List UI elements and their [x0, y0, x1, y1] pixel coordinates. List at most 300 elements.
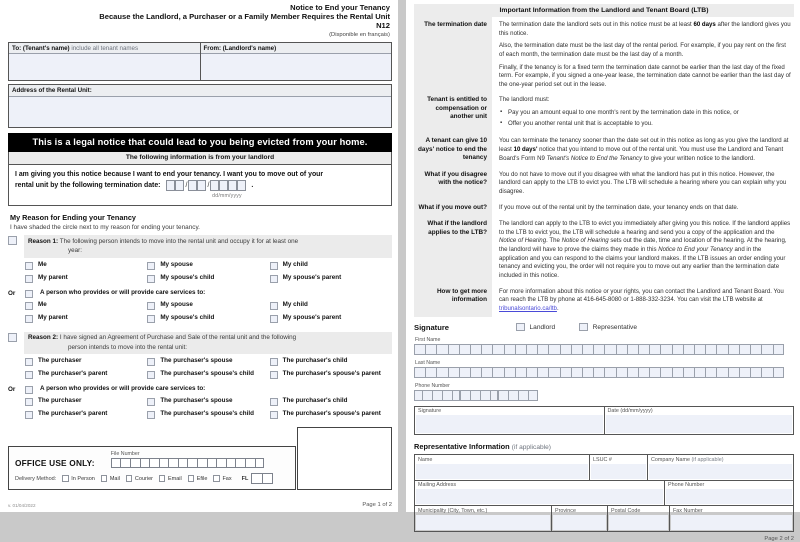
checkbox-r2-the-purchaser[interactable]	[25, 358, 33, 366]
checkbox-email[interactable]	[159, 475, 166, 482]
name-cell[interactable]	[481, 344, 492, 355]
compensation-bullet: ▪ Offer you another rental unit that is acceptable to you.	[508, 120, 792, 129]
tenant-name-cell	[9, 43, 201, 81]
label-r2-the-purchaser: The purchaser	[38, 357, 82, 365]
option-r2c-purchasers-spouses-parent[interactable]	[270, 410, 392, 419]
phone-cell[interactable]	[422, 390, 432, 401]
reason-1-care-label: A person who provides or will provide care services to:	[40, 288, 206, 296]
phone-area-digits[interactable]	[422, 390, 460, 401]
name-cell[interactable]	[560, 367, 571, 378]
rep-fax-input[interactable]	[671, 515, 792, 530]
checkbox-r2-purchasers-spouses-parent[interactable]	[270, 371, 278, 379]
name-cell[interactable]	[627, 344, 638, 355]
checkbox-r2-purchasers-parent[interactable]	[25, 371, 33, 379]
name-cell[interactable]	[728, 367, 739, 378]
reason-2-options-row-2	[25, 370, 392, 379]
checkbox-r1c-me[interactable]	[25, 302, 33, 310]
option-r1-my-spouses-parent[interactable]	[270, 274, 392, 283]
file-number-cell[interactable]	[187, 458, 197, 468]
name-cell[interactable]	[448, 344, 459, 355]
rep-name-caption: Name	[418, 456, 433, 463]
landlord-name-input[interactable]	[201, 54, 392, 80]
checkbox-efile[interactable]	[188, 475, 195, 482]
name-cell[interactable]	[436, 367, 447, 378]
name-cell[interactable]	[526, 344, 537, 355]
date-slash-2: /	[207, 182, 210, 190]
rep-province-cell	[552, 506, 608, 531]
checkbox-r1-my-child[interactable]	[270, 262, 278, 270]
label-r1-my-spouses-parent: My spouse's parent	[282, 273, 342, 281]
date-day-2[interactable]	[175, 180, 184, 191]
reason-1-care-checkbox[interactable]	[25, 290, 33, 298]
move-out-para: If you move out of the rental unit by the termination date, your tenancy ends on that date.	[499, 203, 739, 211]
name-cell[interactable]	[604, 367, 615, 378]
tenant-name-label: To: (Tenant's name) include all tenant names	[9, 43, 200, 55]
info-row-landlord-applies	[414, 216, 794, 283]
name-cell[interactable]	[660, 367, 671, 378]
phone-cell[interactable]	[518, 390, 528, 401]
label-r2c-purchasers-spouse: The purchaser's spouse	[160, 397, 233, 405]
name-cell[interactable]	[481, 367, 492, 378]
checkbox-r1c-my-spouse[interactable]	[147, 302, 155, 310]
name-cell[interactable]	[638, 344, 649, 355]
name-cell[interactable]	[750, 344, 761, 355]
option-r1-my-parent[interactable]	[25, 274, 147, 283]
phone-cell[interactable]	[432, 390, 442, 401]
file-number-cell[interactable]	[245, 458, 255, 468]
rep-province-input[interactable]	[553, 515, 606, 530]
option-r2c-purchasers-spouse[interactable]	[147, 397, 269, 406]
date-month-1[interactable]	[188, 180, 197, 191]
name-cell[interactable]	[683, 367, 694, 378]
signature-heading: Signature	[414, 322, 450, 332]
name-cell[interactable]	[492, 367, 503, 378]
label-r1c-my-child: My child	[282, 301, 308, 309]
option-r1c-my-parent[interactable]	[25, 314, 147, 323]
rental-address-input[interactable]	[9, 97, 391, 127]
reason-1-or-word: Or	[8, 289, 16, 297]
name-cell[interactable]	[414, 367, 425, 378]
termination-date-entry[interactable]	[166, 180, 246, 192]
reason-2-banner	[24, 332, 392, 354]
file-number-cell[interactable]	[235, 458, 245, 468]
label-r2c-purchasers-parent: The purchaser's parent	[38, 409, 108, 417]
checkbox-in-person[interactable]	[62, 475, 69, 482]
checkbox-courier[interactable]	[126, 475, 133, 482]
info-row-move-out	[414, 200, 794, 216]
name-cell[interactable]	[414, 344, 425, 355]
compensation-bullet: ▪ Pay you an amount equal to one month's rent by the termination date in this notice, or	[508, 109, 792, 118]
option-r2-purchasers-spouses-child[interactable]	[147, 370, 269, 379]
reason-2-care-options-row-1	[25, 397, 392, 406]
reason-2-care-label: A person who provides or will provide care services to:	[40, 384, 206, 392]
ltb-phone-local: 416-645-8080	[583, 296, 622, 304]
name-cell[interactable]	[739, 367, 750, 378]
name-cell[interactable]	[593, 344, 604, 355]
delivery-option-mail[interactable]	[101, 475, 120, 482]
reason-1-tag: Reason 1:	[28, 237, 59, 245]
file-number-cell[interactable]	[140, 458, 150, 468]
fl-cell[interactable]	[262, 473, 273, 484]
name-cell[interactable]	[459, 344, 470, 355]
rep-municipality-input[interactable]	[416, 515, 550, 530]
name-cell[interactable]	[705, 367, 716, 378]
checkbox-representative[interactable]	[579, 323, 588, 332]
checkbox-r2c-the-purchaser[interactable]	[25, 398, 33, 406]
file-number-cell[interactable]	[216, 458, 226, 468]
option-r1c-my-spouses-parent[interactable]	[270, 314, 392, 323]
name-cell[interactable]	[627, 367, 638, 378]
option-r2-purchasers-spouse[interactable]	[147, 357, 269, 366]
rep-lsuc-cell	[590, 455, 648, 480]
file-number-cell[interactable]	[120, 458, 130, 468]
option-r1c-my-child[interactable]	[270, 301, 392, 310]
option-r2-purchasers-spouses-parent[interactable]	[270, 370, 392, 379]
option-r2-purchasers-child[interactable]	[270, 357, 392, 366]
name-cell[interactable]	[560, 344, 571, 355]
termination-date-para-2: Also, the termination date must be the last day of the rental period. For example, if you pay rent on the first of each month, the termination date must be the last day of a month.	[499, 42, 786, 58]
ten-days-para: You can terminate the tenancy sooner than the date set out in this notice as long as you give the landlord at least 10 days' notice that you intend to move out of the rental unit. You must use the Landlord and Tenant Board's Form N9 Tenant's Notice to End the Tenancy to give your written notice to the landlord.	[499, 137, 789, 162]
option-r2c-purchasers-spouses-child[interactable]	[147, 410, 269, 419]
reason-1-banner	[24, 235, 392, 257]
checkbox-r2c-purchasers-child[interactable]	[270, 398, 278, 406]
reason-2-header	[8, 332, 392, 354]
name-cell[interactable]	[548, 367, 559, 378]
checkbox-fax[interactable]	[213, 475, 220, 482]
landlord-applies-para: The landlord can apply to the LTB to evict you immediately after giving you this notice. If the landlord applies to the LTB to evict you, the LTB will schedule a hearing and send you a copy of the application and the Notice of Hearing. The Notice of Hearing sets out the date, time and location of the hearing. At the hearing, the landlord will have to prove the claims they made in this Notice to End your Tenancy and in the application and you can respond to the claims your landlord makes. If the LTB issues an order ending your tenancy and evicting you, the order will not require you to move out any earlier than the termination date included in this notice.	[499, 220, 791, 279]
signature-option-landlord[interactable]	[516, 323, 555, 332]
name-cell[interactable]	[571, 344, 582, 355]
info-row-compensation	[414, 92, 794, 133]
delivery-option-email[interactable]	[159, 475, 182, 482]
reason-2-care-checkbox[interactable]	[25, 386, 33, 394]
name-cell[interactable]	[705, 344, 716, 355]
file-number-cell[interactable]	[226, 458, 236, 468]
info-label-termination-date: The termination date	[414, 17, 492, 92]
info-label-ten-days-notice: A tenant can give 10 days' notice to end the tenancy	[414, 133, 492, 166]
date-year-4[interactable]	[237, 180, 246, 191]
option-r1-my-spouse[interactable]	[147, 261, 269, 270]
ltb-phone-toll-free: 1-888-332-3234	[630, 296, 674, 304]
option-r1c-me[interactable]	[25, 301, 147, 310]
name-cell[interactable]	[448, 367, 459, 378]
name-cell[interactable]	[582, 344, 593, 355]
info-text-landlord-applies	[492, 216, 794, 283]
reason-2-checkbox[interactable]	[8, 333, 17, 342]
info-text-more-information	[492, 284, 794, 317]
landlord-info-subheader: The following information is from your landlord	[8, 152, 392, 165]
label-r1-my-child: My child	[282, 261, 308, 269]
label-representative: Representative	[592, 323, 638, 331]
name-cell[interactable]	[649, 367, 660, 378]
label-efile: Efile	[196, 475, 208, 482]
label-mail: Mail	[109, 475, 120, 482]
rep-company-caption-note: (if applicable)	[691, 456, 724, 463]
delivery-method-label: Delivery Method:	[15, 475, 57, 482]
rep-company-input[interactable]	[649, 464, 792, 479]
option-r1c-my-spouse[interactable]	[147, 301, 269, 310]
phone-prefix-digits[interactable]	[460, 390, 498, 401]
compensation-intro: The landlord must:	[499, 96, 550, 104]
option-r2c-the-purchaser[interactable]	[25, 397, 147, 406]
delivery-option-efile[interactable]	[188, 475, 208, 482]
option-r1-my-spouses-child[interactable]	[147, 274, 269, 283]
label-r1-me: Me	[38, 261, 47, 269]
name-cell[interactable]	[660, 344, 671, 355]
option-r1c-my-spouses-child[interactable]	[147, 314, 269, 323]
file-number-cell[interactable]	[168, 458, 178, 468]
label-in-person: In Person	[71, 475, 95, 482]
phone-number-input[interactable]	[414, 390, 794, 401]
rep-mailing-address-cell	[415, 481, 665, 506]
reason-2-text: I have signed an Agreement of Purchase and Sale of the rental unit and the following	[59, 334, 297, 342]
label-r1c-my-spouses-parent: My spouse's parent	[282, 313, 342, 321]
phone-line-digits[interactable]	[498, 390, 538, 401]
checkbox-r1c-my-parent[interactable]	[25, 315, 33, 323]
name-cell[interactable]	[750, 367, 761, 378]
label-r2c-purchasers-spouses-parent: The purchaser's spouse's parent	[282, 409, 381, 417]
signature-date-box	[414, 406, 794, 436]
name-cell[interactable]	[716, 344, 727, 355]
name-cell[interactable]	[761, 344, 772, 355]
rental-address-label: Address of the Rental Unit:	[9, 85, 391, 97]
option-r2-the-purchaser[interactable]	[25, 357, 147, 366]
checkbox-r2c-purchasers-spouses-parent[interactable]	[270, 411, 278, 419]
option-r2c-purchasers-child[interactable]	[270, 397, 392, 406]
fl-cell[interactable]	[251, 473, 262, 484]
date-field-cell	[605, 407, 794, 435]
checkbox-r2c-purchasers-spouse[interactable]	[147, 398, 155, 406]
rep-company-caption-text: Company Name	[651, 456, 690, 463]
label-r2-purchasers-spouses-child: The purchaser's spouse's child	[160, 369, 254, 377]
checkbox-r1c-my-spouses-parent[interactable]	[270, 315, 278, 323]
name-cell[interactable]	[470, 344, 481, 355]
name-cell[interactable]	[504, 344, 515, 355]
phone-cell[interactable]	[528, 390, 538, 401]
representative-row-3	[415, 506, 793, 531]
rep-fax-cell	[670, 506, 793, 531]
label-r2c-purchasers-child: The purchaser's child	[282, 397, 348, 405]
file-number-cell[interactable]	[159, 458, 169, 468]
name-cell[interactable]	[492, 344, 503, 355]
signature-header-row	[414, 323, 794, 332]
label-fax: Fax	[222, 475, 232, 482]
reason-1-text: The following person intends to move into the rental unit and occupy it for at least one	[59, 237, 299, 245]
option-r2-purchasers-parent[interactable]	[25, 370, 147, 379]
checkbox-r1c-my-spouses-child[interactable]	[147, 315, 155, 323]
termination-statement-line2: rental unit by the following termination date:	[15, 182, 161, 190]
more-info-para: For more information about this notice or your rights, you can contact the Landlord and Tenant Board. You can reach the LTB by phone at 416-645-8080 or 1-888-332-3234. You can visit the LTB website at tribunalsontario.ca/ltb.	[499, 287, 784, 312]
info-text-move-out	[492, 200, 794, 216]
reason-1-checkbox[interactable]	[8, 236, 17, 245]
name-cell[interactable]	[537, 367, 548, 378]
name-cell[interactable]	[515, 367, 526, 378]
signature-field-input[interactable]	[416, 415, 603, 433]
name-cell[interactable]	[425, 367, 436, 378]
info-label-landlord-applies: What if the landlord applies to the LTB?	[414, 216, 492, 283]
checkbox-r2-purchasers-spouses-child[interactable]	[147, 371, 155, 379]
form-version: v. 01/04/2022	[8, 503, 36, 508]
label-r1c-my-spouses-child: My spouse's child	[160, 313, 215, 321]
checkbox-r2-purchasers-child[interactable]	[270, 358, 278, 366]
name-cell[interactable]	[739, 344, 750, 355]
name-cell[interactable]	[728, 344, 739, 355]
label-r1-my-spouses-child: My spouse's child	[160, 273, 215, 281]
name-cell[interactable]	[761, 367, 772, 378]
form-page-1	[0, 0, 398, 512]
label-email: Email	[167, 475, 182, 482]
first-name-input[interactable]	[414, 344, 794, 355]
label-r2c-purchasers-spouses-child: The purchaser's spouse's child	[160, 409, 254, 417]
fl-group[interactable]	[242, 473, 274, 484]
info-text-termination-date	[492, 17, 794, 92]
label-r2-purchasers-parent: The purchaser's parent	[38, 369, 108, 377]
date-field-caption: Date (dd/mm/yyyy)	[605, 407, 794, 415]
phone-cell[interactable]	[460, 390, 470, 401]
rep-name-input[interactable]	[416, 464, 588, 479]
rep-mailing-address-input[interactable]	[416, 489, 663, 504]
file-number-cell[interactable]	[149, 458, 159, 468]
representative-row-2	[415, 481, 793, 507]
phone-cell[interactable]	[470, 390, 480, 401]
name-cell[interactable]	[582, 367, 593, 378]
file-number-input[interactable]	[111, 458, 265, 468]
name-cell[interactable]	[683, 344, 694, 355]
label-r2c-the-purchaser: The purchaser	[38, 397, 82, 405]
name-cell[interactable]	[470, 367, 481, 378]
reason-2-options-row-1	[25, 357, 392, 366]
checkbox-r2-purchasers-spouse[interactable]	[147, 358, 155, 366]
signature-option-representative[interactable]	[579, 323, 637, 332]
name-cell[interactable]	[773, 344, 784, 355]
last-name-input[interactable]	[414, 367, 794, 378]
name-cell[interactable]	[694, 367, 705, 378]
termination-date-para-1: The termination date the landlord sets out in this notice must be at least 60 days after the landlord gives you this notice.	[499, 21, 791, 37]
name-cell[interactable]	[773, 367, 784, 378]
ltb-website-link[interactable]: tribunalsontario.ca/ltb	[499, 304, 557, 312]
phone-cell[interactable]	[480, 390, 490, 401]
checkbox-r1-my-parent[interactable]	[25, 275, 33, 283]
name-cell[interactable]	[548, 344, 559, 355]
option-r1-my-child[interactable]	[270, 261, 392, 270]
checkbox-r1-my-spouses-child[interactable]	[147, 275, 155, 283]
office-use-title: OFFICE USE ONLY:	[15, 458, 95, 468]
name-cell[interactable]	[672, 344, 683, 355]
name-cell[interactable]	[694, 344, 705, 355]
tenant-name-sublabel: include all tenant names	[71, 44, 139, 52]
info-text-ten-days-notice	[492, 133, 794, 166]
reason-1-options-row-2	[25, 274, 392, 283]
label-r2-purchasers-child: The purchaser's child	[282, 357, 348, 365]
label-r1-my-parent: My parent	[38, 273, 68, 281]
checkbox-mail[interactable]	[101, 475, 108, 482]
page-2-pager: Page 2 of 2	[764, 535, 794, 542]
name-cell[interactable]	[604, 344, 615, 355]
name-cell[interactable]	[672, 367, 683, 378]
checkbox-r1-me[interactable]	[25, 262, 33, 270]
reason-1-text-cont: year:	[68, 247, 82, 255]
phone-cell[interactable]	[442, 390, 452, 401]
checkbox-r2c-purchasers-parent[interactable]	[25, 411, 33, 419]
checkbox-r1-my-spouse[interactable]	[147, 262, 155, 270]
name-cell[interactable]	[571, 367, 582, 378]
option-r1-me[interactable]	[25, 261, 147, 270]
rep-postal-code-input[interactable]	[609, 515, 668, 530]
name-cell[interactable]	[425, 344, 436, 355]
representative-info-title-text: Representative Information	[414, 442, 510, 452]
name-cell[interactable]	[526, 367, 537, 378]
tenant-name-input[interactable]	[9, 54, 200, 80]
checkbox-landlord[interactable]	[516, 323, 525, 332]
date-month-2[interactable]	[197, 180, 206, 191]
phone-paren-close-cell	[452, 390, 460, 401]
file-number-cell[interactable]	[255, 458, 265, 468]
rep-phone-input[interactable]	[666, 489, 792, 504]
rep-phone-caption: Phone Number	[668, 482, 705, 489]
label-r2-purchasers-spouses-parent: The purchaser's spouse's parent	[282, 369, 381, 377]
representative-row-1	[415, 455, 793, 481]
termination-statement-line1: I am giving you this notice because I want to end your tenancy. I want you to move out of your	[15, 170, 324, 178]
signature-field-caption: Signature	[415, 407, 604, 415]
file-number-cell[interactable]	[197, 458, 207, 468]
name-cell[interactable]	[436, 344, 447, 355]
representative-info-title-note: (if applicable)	[511, 444, 551, 452]
phone-cell[interactable]	[508, 390, 518, 401]
page-1-footer	[8, 502, 392, 508]
file-number-cell[interactable]	[130, 458, 140, 468]
phone-area-code[interactable]	[414, 390, 422, 401]
name-cell[interactable]	[515, 344, 526, 355]
label-r1c-me: Me	[38, 301, 47, 309]
date-year-3[interactable]	[228, 180, 237, 191]
date-year-2[interactable]	[219, 180, 228, 191]
name-cell[interactable]	[593, 367, 604, 378]
phone-cell[interactable]	[498, 390, 508, 401]
rep-lsuc-input[interactable]	[591, 464, 646, 479]
checkbox-r1c-my-child[interactable]	[270, 302, 278, 310]
file-number-group	[111, 451, 265, 468]
date-day-1[interactable]	[166, 180, 175, 191]
name-cell[interactable]	[616, 367, 627, 378]
date-year-1[interactable]	[210, 180, 219, 191]
reason-1-care-options-row-2	[25, 314, 392, 323]
date-field-input[interactable]	[606, 415, 793, 433]
delivery-option-courier[interactable]	[126, 475, 153, 482]
checkbox-r1-my-spouses-parent[interactable]	[270, 275, 278, 283]
option-r2c-purchasers-parent[interactable]	[25, 410, 147, 419]
name-cell[interactable]	[459, 367, 470, 378]
rep-fax-caption: Fax Number	[673, 507, 703, 514]
label-r1-my-spouse: My spouse	[160, 261, 193, 269]
file-number-cell[interactable]	[207, 458, 217, 468]
delivery-option-in-person[interactable]	[62, 475, 95, 482]
name-cell[interactable]	[649, 344, 660, 355]
name-cell[interactable]	[638, 367, 649, 378]
reason-1-options-row-1	[25, 261, 392, 270]
checkbox-r2c-purchasers-spouses-child[interactable]	[147, 411, 155, 419]
name-cell[interactable]	[537, 344, 548, 355]
name-cell[interactable]	[716, 367, 727, 378]
file-number-cell[interactable]	[178, 458, 188, 468]
delivery-option-fax[interactable]	[213, 475, 231, 482]
file-number-cell[interactable]	[111, 458, 121, 468]
name-cell[interactable]	[504, 367, 515, 378]
date-slash-1: /	[185, 182, 188, 190]
form-page-2	[406, 0, 800, 542]
termination-date-para-3: Finally, if the tenancy is for a fixed term the termination date cannot be earlier than the last day of the fixed term. For example, if you signed a one-year lease, the termination date cannot be earlier than the last day of the one-year period set out in the lease.	[499, 63, 791, 88]
label-r2-purchasers-spouse: The purchaser's spouse	[160, 357, 233, 365]
name-cell[interactable]	[616, 344, 627, 355]
